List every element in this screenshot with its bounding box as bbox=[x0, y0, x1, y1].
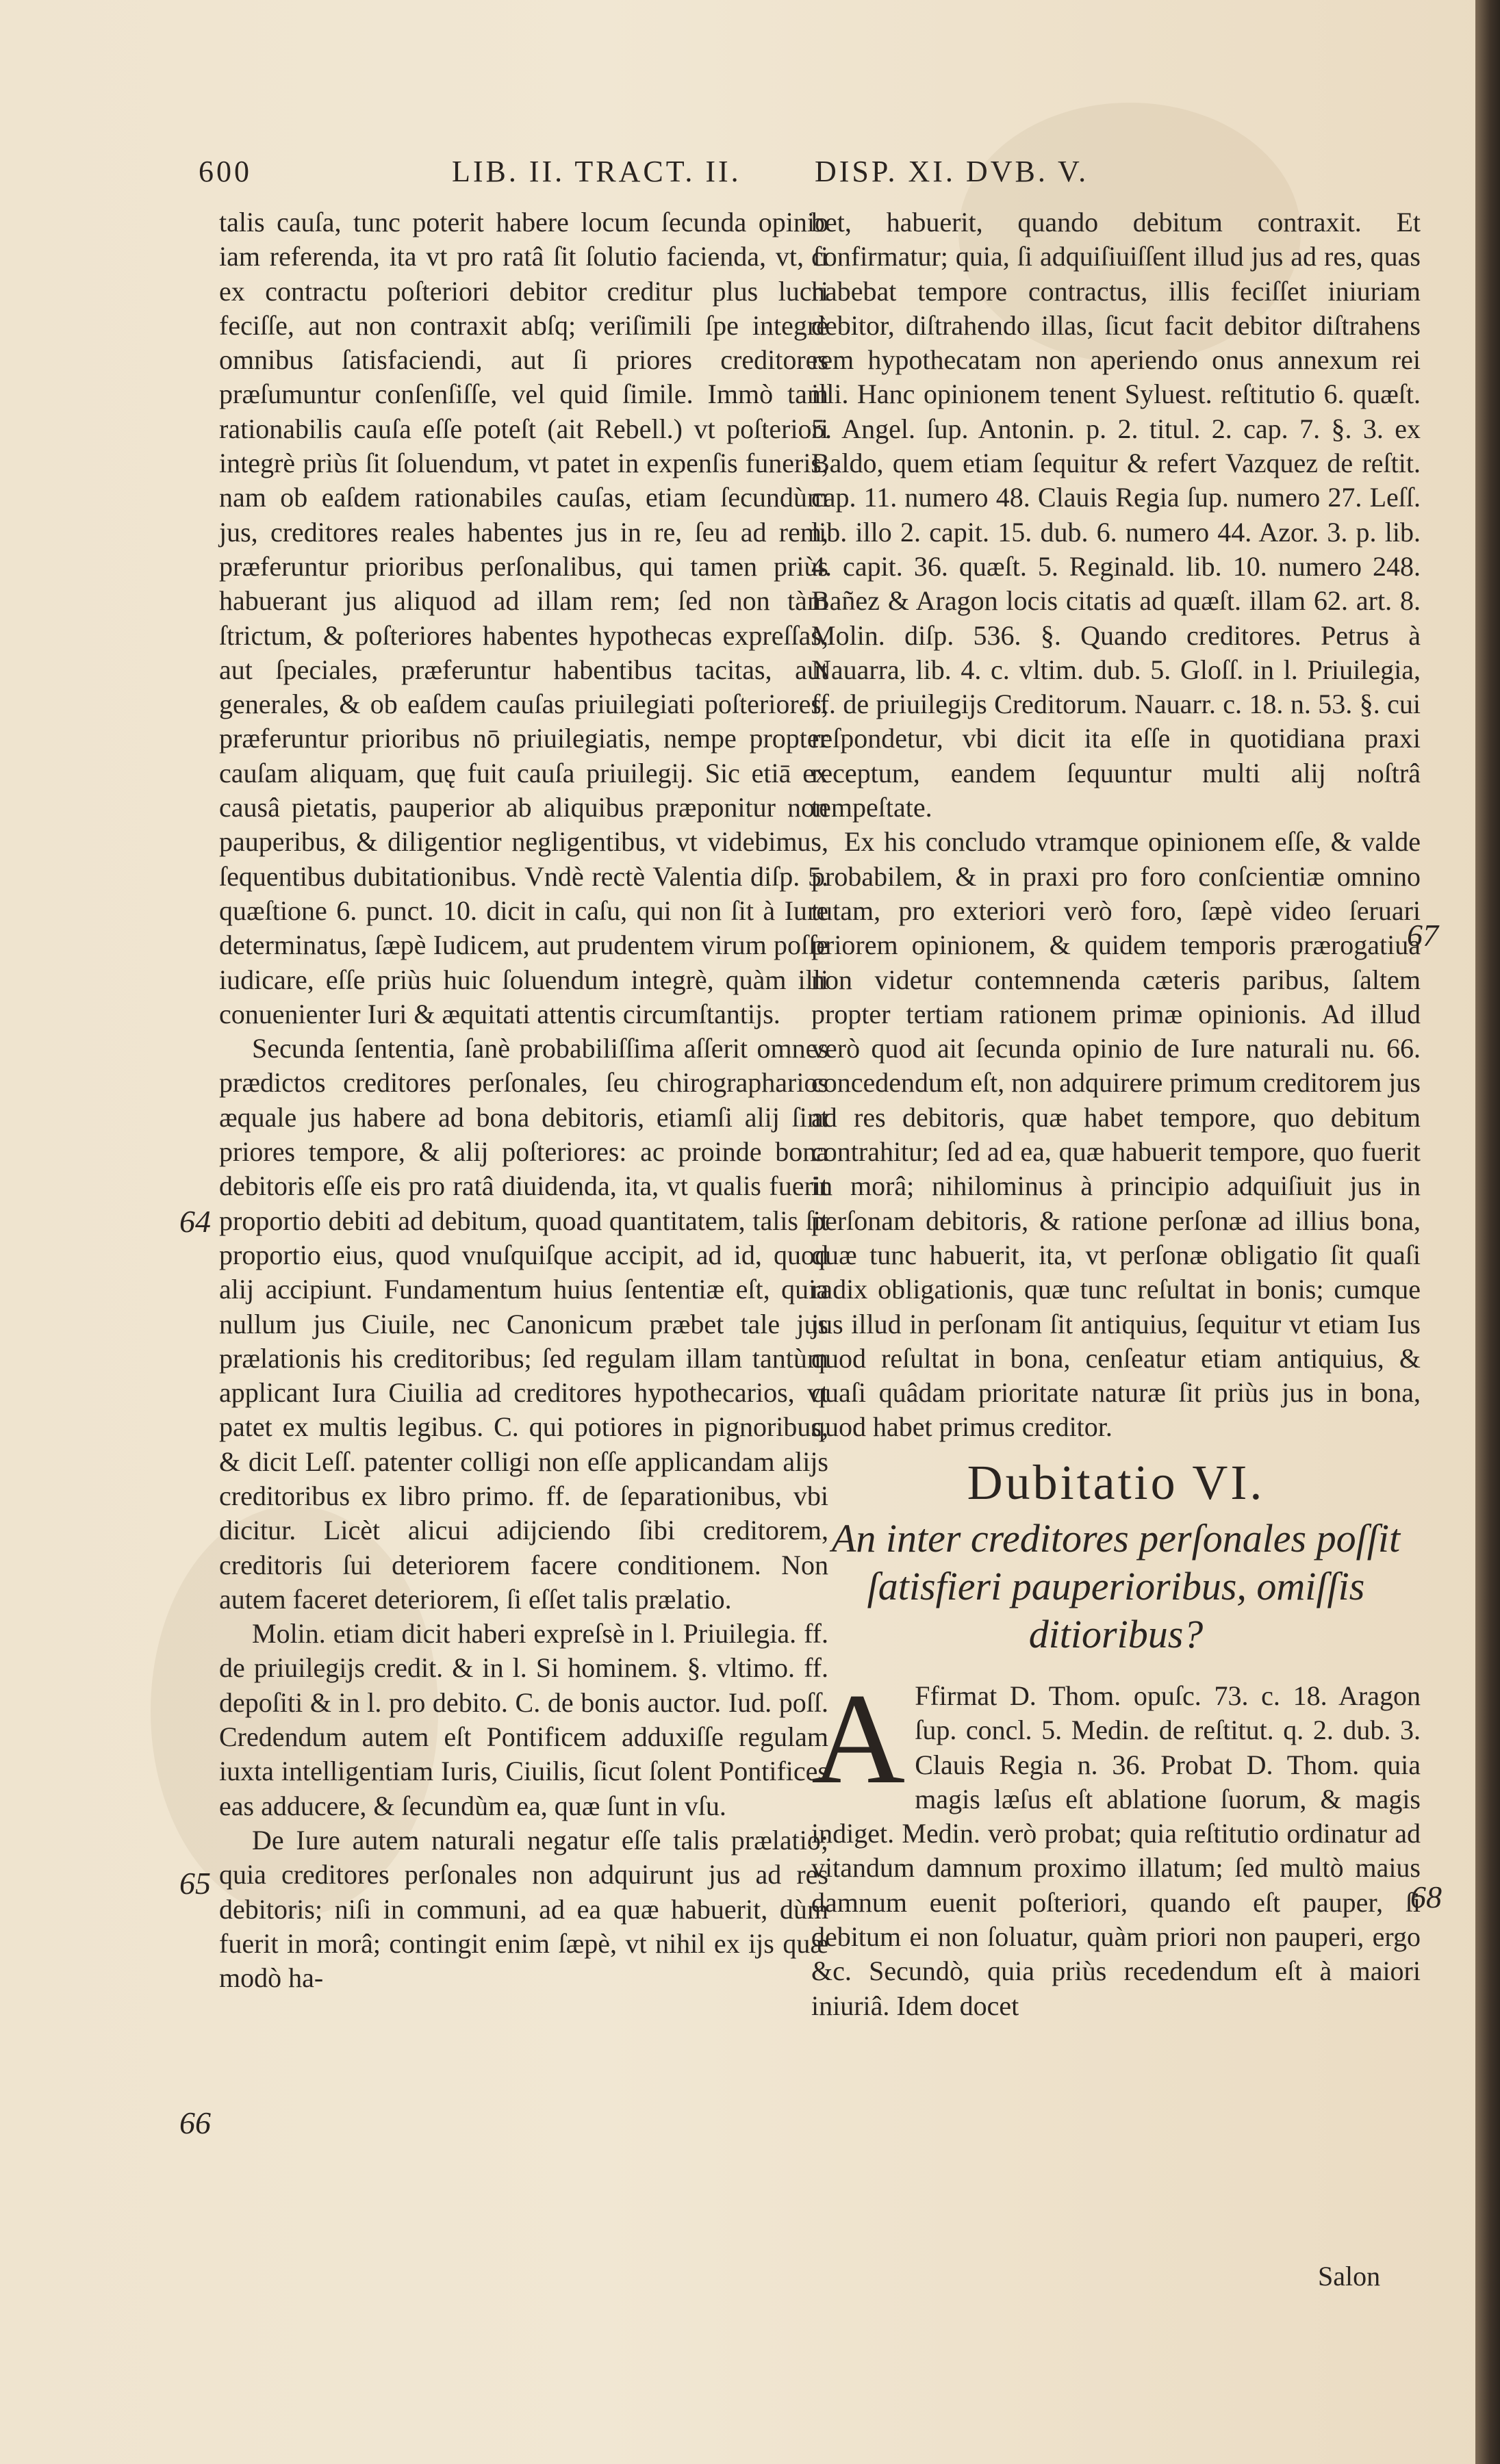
paragraph: De Iure autem naturali negatur eſſe talis prælatio; quia creditores perſonales non adquirunt jus ad res debitoris; niſi in communi, ad ea quæ habuerit, dùm fuerit in morâ; contingit enim ſæpè, vt nihil ex ijs quæ modò ha- bbox=[219, 1824, 828, 1994]
paragraph: Ex his concludo vtramque opinionem eſſe, & valde probabilem, & in praxi pro foro conſcientiæ omnino tutam, pro exteriori verò foro, ſæpè video ſeruari priorem opinionem, & quidem temporis prærogatiua non videtur contemnenda cæteris paribus, ſaltem propter tertiam rationem primæ opinionis. Ad illud verò quod ait ſecunda opinio de Iure naturali nu. 66. concedendum eſt, non adquirere primum creditorem jus ad res debitoris, quæ habet tempore, quo debitum contrahitur; ſed ad ea, quæ habuerit tempore, quo fuerit in morâ; nihilominus à principio adquiſiuit jus in perſonam debitoris, & ratione perſonæ ad illius bona, quæ tunc habuerit, ita, vt perſonæ obligatio ſit quaſi radix obligationis, quæ tunc reſultat in bonis; cumque jus illud in perſonam ſit antiquius, ſequitur vt etiam Ius quod reſultat in bona, cenſeatur etiam antiquius, & quaſi quâdam prioritate naturæ ſit priùs jus in bona, quod habet primus creditor. bbox=[811, 826, 1421, 1443]
right-column bbox=[811, 205, 1421, 2023]
margin-number: 65 bbox=[179, 1866, 211, 1901]
page-number: 600 bbox=[199, 155, 252, 188]
margin-number: 66 bbox=[179, 2105, 211, 2140]
paragraph: talis cauſa, tunc poterit habere locum ſecunda opinio iam referenda, ita vt pro ratâ ſit ſolutio facienda, vt, ſi ex contractu poſteriori debitor creditur plus lucri feciſſe, aut non contraxit abſq; veriſimili ſpe integrè omnibus ſatisfaciendi, aut ſi priores creditores præſumuntur conſenſiſſe, vel quid ſimile. Immò tam rationabilis cauſa eſſe poteſt (ait Rebell.) vt poſteriori integrè priùs ſit ſoluendum, vt patet in expenſis funeris, nam ob eaſdem rationabiles cauſas, etiam ſecundùm jus, creditores reales habentes jus in re, ſeu ad rem, præferuntur prioribus perſonalibus, qui tamen priùs habuerant jus aliquod ad illam rem; ſed non tàm ſtrictum, & poſteriores habentes hypothecas expreſſas, aut ſpeciales, præferuntur habentibus tacitas, aut generales, & ob eaſdem cauſas priuilegiati poſteriores, præferuntur prioribus nō priuilegiatis, nempe propter cauſam aliquam, quę fuit cauſa priuilegij. Sic etiā ex causâ pietatis, pauperior ab aliquibus præponitur non pauperibus, & diligentior negligentibus, vt videbimus, ſequentibus dubitationibus. Vndè rectè Valentia diſp. 5. quæſtione 6. punct. 10. dicit in caſu, qui non ſit à Iure determinatus, ſæpè Iudicem, aut prudentem virum poſſe iudicare, eſſe priùs huic ſoluendum integrè, quàm illi conuenienter Iuri & æquitati attentis circumſtantijs. bbox=[219, 207, 828, 1029]
running-head-right: DISP. XI. DVB. V. bbox=[815, 155, 1089, 188]
paragraph-text: Ffirmat D. Thom. opuſc. 73. c. 18. Aragon ſup. concl. 5. Medin. de reſtitut. q. 2. dub. 3. Clauis Regia n. 36. Probat D. Thom. quia magis læſus eſt ablatione ſuorum, & magis indiget. Medin. verò probat; quia reſtitutio ordinatur ad vitandum damnum proximo illatum; ſed multò maius damnum euenit poſteriori, quando eſt pauper, ſi debitum ei non ſoluatur, quàm priori non pauperi, ergo &c. Secundò, quia priùs recedendum eſt à maiori iniuriâ. Idem docet bbox=[811, 1680, 1421, 2021]
question-heading: An inter creditores perſonales poſſit ſatisfieri pauperioribus, omiſſis ditioribus? bbox=[831, 1515, 1401, 1656]
paragraph: bet, habuerit, quando debitum contraxit. Et confirmatur; quia, ſi adquiſiuiſſent illud jus ad res, quas habebat tempore contractus, illis feciſſet iniuriam debitor, diſtrahendo illas, ſicut facit debitor diſtrahens rem hypothecatam non aperiendo onus annexum rei illi. Hanc opinionem tenent Syluest. reſtitutio 6. quæſt. 5. Angel. ſup. Antonin. p. 2. titul. 2. cap. 7. §. 3. ex Baldo, quem etiam ſequitur & refert Vazquez de reſtit. cap. 11. numero 48. Clauis Regia ſup. numero 27. Leſſ. lib. illo 2. capit. 15. dub. 6. numero 44. Azor. 3. p. lib. 4. capit. 36. quæſt. 5. Reginald. lib. 10. numero 248. Bañez & Aragon locis citatis ad quæſt. illam 62. art. 8. Molin. diſp. 536. §. Quando creditores. Petrus à Nauarra, lib. 4. c. vltim. dub. 5. Gloſſ. in l. Priuilegia, ff. de priuilegijs Creditorum. Nauarr. c. 18. n. 53. §. cui reſpondetur, vbi dicit ita eſſe in quotidiana praxi receptum, eandem ſequuntur multi alij noſtrâ tempeſtate. bbox=[811, 207, 1421, 823]
margin-number: 68 bbox=[1410, 1879, 1442, 1914]
catchword: Salon bbox=[1318, 2261, 1381, 2292]
dubitatio-title: Dubitatio VI. bbox=[967, 1454, 1265, 1510]
drop-cap: A bbox=[811, 1667, 906, 1811]
running-head-left: LIB. II. TRACT. II. bbox=[452, 155, 741, 188]
running-head bbox=[199, 154, 1403, 195]
left-column bbox=[219, 205, 828, 1995]
margin-number: 64 bbox=[179, 1204, 211, 1239]
paragraph: Secunda ſententia, ſanè probabiliſſima aſſerit omnes prædictos creditores perſonales, ſeu chirographarios æquale jus habere ad bona debitoris, etiamſi alij ſint priores tempore, & alij poſteriores: ac proinde bona debitoris eſſe eis pro ratâ diuidenda, ita, vt qualis fuerit proportio debiti ad debitum, quoad quantitatem, talis ſit proportio eius, quod vnuſquiſque accipit, ad id, quod alij accipiunt. Fundamentum huius ſententiæ eſt, quia nullum jus Ciuile, nec Canonicum præbet tale jus prælationis his creditoribus; ſed regulam illam tantùm applicant Iura Ciuilia ad creditores hypothecarios, vt patet ex multis legibus. C. qui potiores in pignoribus, & dicit Leſſ. patenter colligi non eſſe applicandam alijs creditoribus ex libro primo. ff. de ſeparationibus, vbi dicitur. Licèt alicui adijciendo ſibi creditorem, creditoris ſui deteriorem facere conditionem. Non autem faceret deteriorem, ſi eſſet talis prælatio. bbox=[219, 1033, 828, 1615]
book-gutter-edge bbox=[1475, 0, 1500, 2464]
paragraph bbox=[811, 1667, 1421, 2023]
paragraph: Molin. etiam dicit haberi expreſsè in l. Priuilegia. ff. de priuilegijs credit. & in l. Si hominem. §. vltimo. ff. depoſiti & in l. pro debito. C. de bonis auctor. Iud. poſſ. Credendum autem eſt Pontificem adduxiſſe regulam iuxta intelligentiam Iuris, Ciuilis, ſicut ſolent Pontifices eas adducere, & ſecundùm ea, quæ ſunt in vſu. bbox=[219, 1618, 828, 1821]
margin-number: 67 bbox=[1407, 918, 1438, 953]
